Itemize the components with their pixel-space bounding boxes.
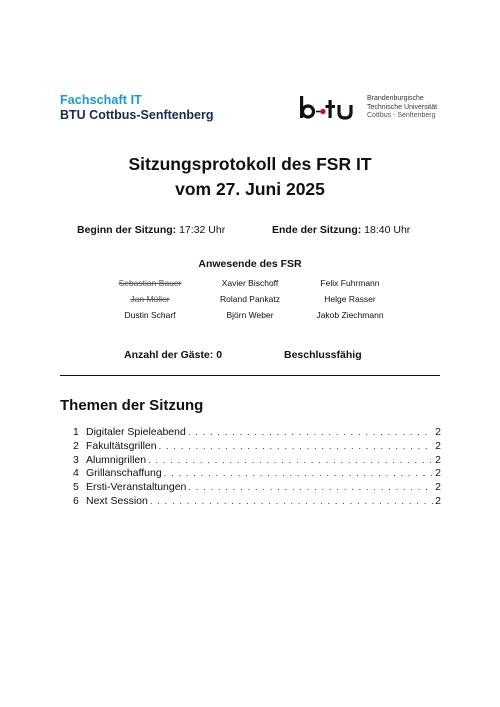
logo-line-2: Technische Universität bbox=[367, 103, 438, 111]
attendee-name: Dustin Scharf bbox=[124, 310, 176, 320]
topic-number: 2 bbox=[73, 439, 79, 452]
end-label: Ende der Sitzung: bbox=[272, 224, 362, 236]
topics-heading: Themen der Sitzung bbox=[60, 397, 204, 414]
attendees-heading: Anwesende des FSR bbox=[198, 258, 302, 270]
session-end bbox=[272, 224, 410, 236]
begin-value: 17:32 Uhr bbox=[179, 224, 226, 236]
org-block bbox=[60, 93, 213, 123]
topic-title: Digitaler Spieleabend bbox=[86, 426, 186, 438]
guest-count: Anzahl der Gäste: 0 bbox=[124, 349, 223, 361]
btu-logo-text bbox=[367, 95, 437, 121]
attendee-name: Jan Müller bbox=[130, 294, 170, 304]
topic-number: 6 bbox=[73, 494, 79, 507]
topic-title: Next Session bbox=[86, 494, 148, 507]
attendee-name: Sebastian Bauer bbox=[118, 278, 182, 288]
toc-leader bbox=[150, 496, 433, 506]
topic-title: Ersti-Veranstaltungen bbox=[86, 481, 187, 494]
attendee-name: Roland Pankatz bbox=[219, 294, 280, 304]
title-line-2: vom 27. Juni 2025 bbox=[175, 179, 325, 199]
btu-logo-icon bbox=[299, 95, 360, 121]
topic-page: 2 bbox=[435, 481, 441, 494]
toc-leader bbox=[188, 427, 433, 437]
topic-page: 2 bbox=[435, 467, 441, 480]
toc-leader bbox=[164, 468, 433, 478]
logo-line-1: Brandenburgische bbox=[367, 95, 424, 103]
topic-title: Grillanschaffung bbox=[86, 467, 162, 480]
btu-logo bbox=[299, 95, 437, 121]
document-title bbox=[0, 152, 500, 202]
attendee-name: Björn Weber bbox=[226, 310, 274, 320]
topic-page: 2 bbox=[435, 494, 441, 507]
topic-item[interactable] bbox=[73, 481, 441, 495]
topic-title: Alumnigrillen bbox=[86, 453, 147, 466]
begin-label: Beginn der Sitzung: bbox=[77, 224, 177, 236]
attendees-grid bbox=[100, 277, 400, 322]
attendee-name: Helge Rasser bbox=[324, 294, 376, 304]
topics-list bbox=[73, 426, 441, 509]
university-name: BTU Cottbus-Senftenberg bbox=[60, 108, 214, 122]
topic-item[interactable] bbox=[73, 467, 441, 481]
topic-page: 2 bbox=[435, 439, 441, 452]
topic-number: 5 bbox=[73, 481, 79, 494]
attendee-name: Jakob Ziechmann bbox=[316, 310, 384, 320]
topic-number: 1 bbox=[73, 426, 79, 438]
topic-item[interactable] bbox=[73, 440, 441, 454]
quorum-status: Beschlussfähig bbox=[284, 349, 362, 361]
title-line-1: Sitzungsprotokoll des FSR IT bbox=[128, 154, 372, 174]
topic-title: Fakultätsgrillen bbox=[86, 439, 157, 452]
session-begin bbox=[77, 224, 225, 236]
topic-page: 2 bbox=[435, 453, 441, 466]
topic-page: 2 bbox=[435, 426, 441, 438]
attendee-name: Xavier Bischoff bbox=[221, 278, 279, 288]
topic-number: 4 bbox=[73, 467, 79, 480]
toc-leader bbox=[159, 441, 434, 451]
end-value: 18:40 Uhr bbox=[364, 224, 411, 236]
divider bbox=[60, 375, 440, 376]
logo-line-3: Cottbus - Senftenberg bbox=[367, 112, 436, 120]
topic-item[interactable] bbox=[73, 426, 441, 440]
org-name: Fachschaft IT bbox=[60, 93, 142, 107]
attendee-name: Felix Fuhrmann bbox=[320, 278, 380, 288]
topic-item[interactable] bbox=[73, 495, 441, 509]
topic-item[interactable] bbox=[73, 454, 441, 468]
toc-leader bbox=[188, 482, 433, 492]
toc-leader bbox=[148, 455, 433, 465]
topic-number: 3 bbox=[73, 453, 79, 466]
